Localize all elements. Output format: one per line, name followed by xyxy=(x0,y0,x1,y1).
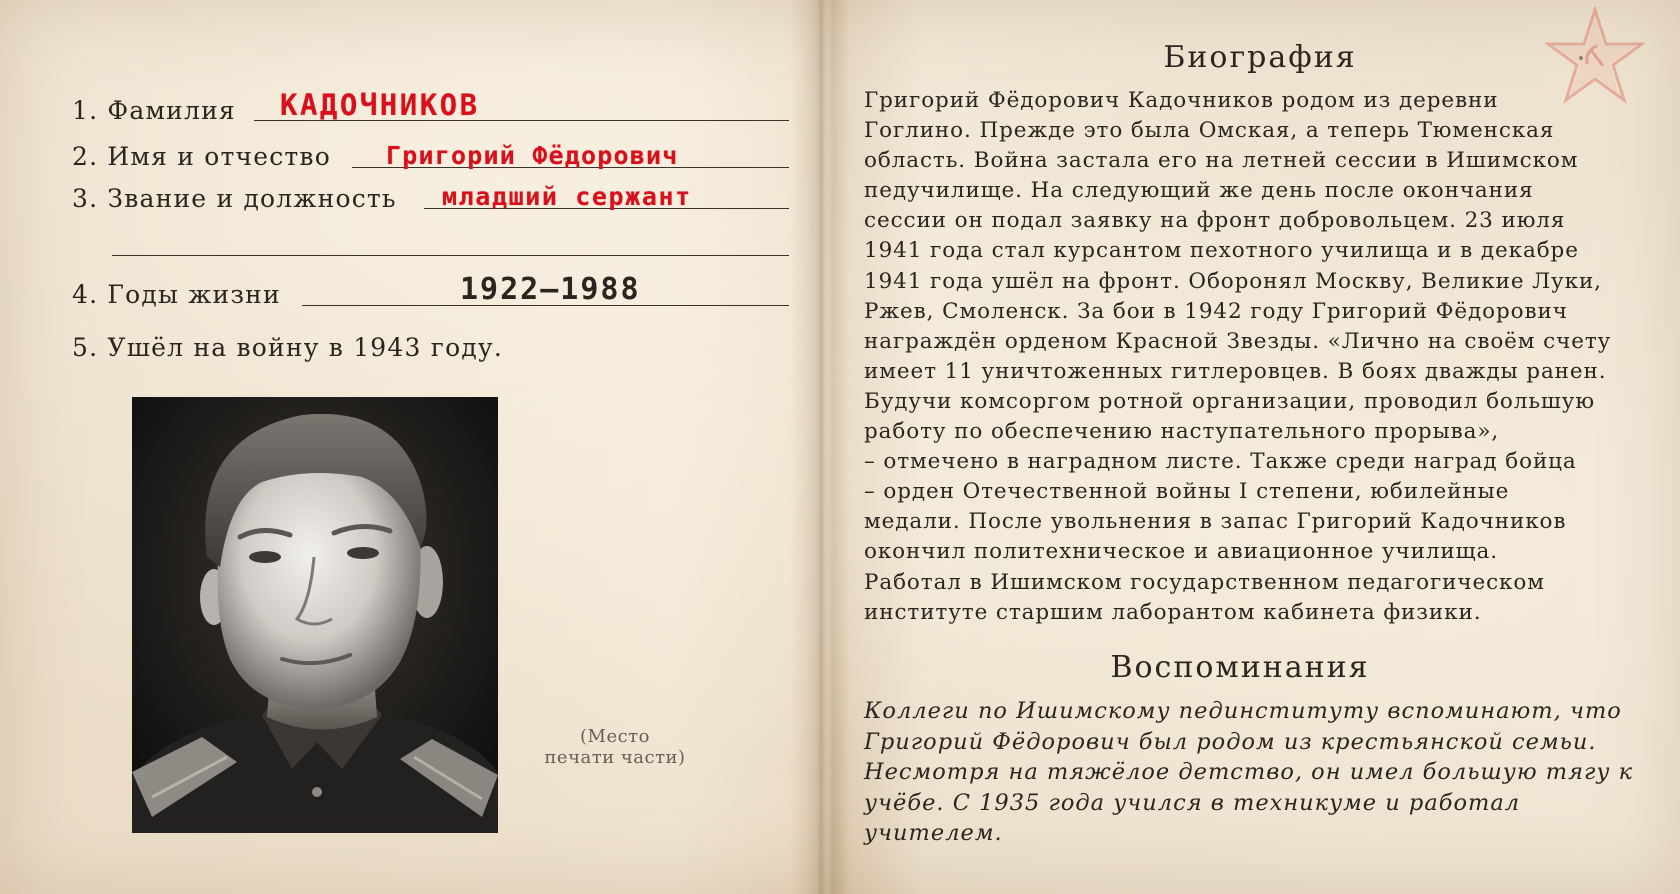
biography-text xyxy=(864,86,1664,628)
biography-line: Работал в Ишимском государственном педагогическом xyxy=(864,569,1545,595)
book-spine xyxy=(790,0,850,894)
biography-line: Будучи комсоргом ротной организации, проводил большую xyxy=(864,388,1595,414)
field-label-text: Ушёл на войну в 1943 году. xyxy=(107,333,503,362)
biography-line: работу по обеспечению наступательного прорыва», xyxy=(864,419,1500,445)
biography-line: – отмечено в наградном листе. Также среди наград бойца xyxy=(864,449,1577,475)
field-rank-label xyxy=(72,184,397,213)
biography-line: – орден Отечественной войны I степени, юбилейные xyxy=(864,479,1510,505)
field-name-label xyxy=(72,142,331,171)
field-label-text: Имя и отчество xyxy=(107,142,331,171)
biography-line: Ржев, Смоленск. За бои в 1942 году Григорий Фёдорович xyxy=(864,298,1568,324)
biography-line: имеет 11 уничтоженных гитлеровцев. В боях дважды ранен. xyxy=(864,358,1607,384)
biography-line: Гоглино. Прежде это была Омская, а теперь Тюменская xyxy=(864,118,1555,144)
biography-line: сессии он подал заявку на фронт добровольцем. 23 июля xyxy=(864,208,1566,234)
stamp-note-line: (Место xyxy=(580,726,650,747)
stamp-placeholder-note xyxy=(530,726,700,768)
field-years-label xyxy=(72,280,281,309)
biography-line: Григорий Фёдорович Кадочников родом из деревни xyxy=(864,88,1499,113)
rank-value: младший сержант xyxy=(442,182,692,211)
field-number: 3. xyxy=(72,184,99,213)
field-label-text: Фамилия xyxy=(107,96,236,125)
biography-line: педучилище. На следующий же день после окончания xyxy=(864,178,1534,204)
portrait-photo xyxy=(132,397,498,833)
field-number: 1. xyxy=(72,96,99,125)
memories-text xyxy=(864,696,1664,849)
surname-value: КАДОЧНИКОВ xyxy=(280,88,480,122)
biography-line: 1941 года ушёл на фронт. Оборонял Москву, Великие Луки, xyxy=(864,268,1602,294)
field-surname-label xyxy=(72,96,236,125)
field-label-text: Звание и должность xyxy=(107,184,397,213)
name-value: Григорий Фёдорович xyxy=(386,141,679,170)
memories-line: Коллеги по Ишимскому пединституту вспоминают, что xyxy=(864,698,1622,724)
memories-title: Воспоминания xyxy=(1110,650,1370,685)
extra-fill-line xyxy=(112,255,789,256)
field-war-start xyxy=(72,333,503,362)
stamp-note-line: печати части) xyxy=(544,747,686,768)
field-label-text: Годы жизни xyxy=(107,280,281,309)
biography-line: окончил политехническое и авиационное училища. xyxy=(864,539,1498,565)
biography-line: 1941 года стал курсантом пехотного училища и в декабре xyxy=(864,238,1579,264)
field-number: 4. xyxy=(72,280,99,309)
memories-line: учёбе. С 1935 года учился в техникуме и работал xyxy=(864,789,1521,816)
years-value: 1922–1988 xyxy=(460,272,641,307)
biography-line: институте старшим лаборантом кабинета физики. xyxy=(864,599,1482,625)
biography-line: область. Война застала его на летней сессии в Ишимском xyxy=(864,148,1579,174)
biography-title: Биография xyxy=(1163,40,1357,75)
field-number: 5. xyxy=(72,333,99,362)
field-number: 2. xyxy=(72,142,99,171)
biography-line: медали. После увольнения в запас Григорий Кадочников xyxy=(864,509,1567,535)
portrait-photo-drawing xyxy=(132,397,498,833)
memories-line: Григорий Фёдорович был родом из крестьянской семьи. xyxy=(864,728,1597,755)
memories-line: учителем. xyxy=(864,820,1003,846)
red-star-hammer-sickle-icon xyxy=(1545,6,1645,106)
memories-line: Несмотря на тяжёлое детство, он имел большую тягу к xyxy=(864,759,1634,785)
biography-line: награждён орденом Красной Звезды. «Лично на своём счету xyxy=(864,328,1612,354)
